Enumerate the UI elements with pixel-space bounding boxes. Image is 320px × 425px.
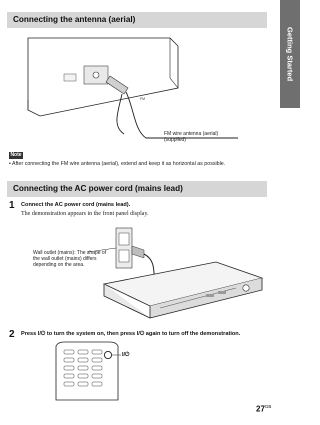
step-1-number: 1 xyxy=(9,200,15,211)
antenna-caption-line1: FM wire antenna (aerial) xyxy=(164,131,219,137)
page-number xyxy=(256,404,271,414)
side-tab-label: Getting Started xyxy=(285,26,295,82)
page-number-suffix: GB xyxy=(264,404,272,409)
power-cord-illustration xyxy=(0,222,280,322)
note-badge: Note xyxy=(10,152,22,158)
antenna-caption-line2: (supplied) xyxy=(164,137,186,143)
antenna-illustration xyxy=(0,30,280,150)
wall-outlet-caption-line2: the wall outlet (mains) differs xyxy=(33,256,97,262)
wall-outlet-caption-line1: Wall outlet (mains): The shape of xyxy=(33,250,107,256)
remote-power-button-label: I/⏻ xyxy=(122,352,130,358)
step-1-title: Connect the AC power cord (mains lead). xyxy=(21,202,131,208)
side-tab xyxy=(280,0,300,108)
note-text: • After connecting the FM wire antenna (aerial), extend and keep it as horizontal as possible. xyxy=(9,161,226,167)
antenna-section-header: Connecting the antenna (aerial) xyxy=(7,12,267,28)
antenna-caption xyxy=(164,131,218,143)
step-2-title: Press I/⏻ to turn the system on, then press I/⏻ again to turn off the demonstration. xyxy=(21,331,241,337)
svg-text:FM: FM xyxy=(140,97,146,101)
power-section-header: Connecting the AC power cord (mains lead) xyxy=(7,181,267,197)
remote-control-illustration xyxy=(0,340,280,400)
page-number-value: 27 xyxy=(256,404,265,414)
step-1-description: The demonstration appears in the front panel display. xyxy=(21,211,149,217)
step-2-number: 2 xyxy=(9,329,15,340)
wall-outlet-caption-line3: depending on the area. xyxy=(33,262,85,268)
